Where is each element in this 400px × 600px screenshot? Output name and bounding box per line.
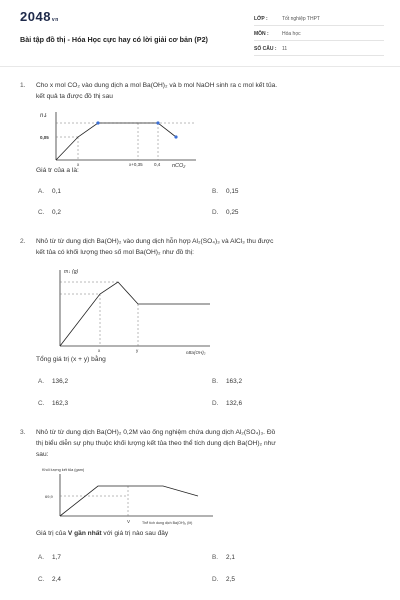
x-tick-label: y: [136, 348, 139, 353]
x-tick-label: x+0,35: [129, 162, 143, 167]
answer-option-c[interactable]: C. 162,3: [38, 400, 68, 407]
meta-question-count: SỐ CÂU : 11: [254, 43, 384, 56]
question-stem: Cho x mol CO₂ vào dung dịch a mol Ba(OH)₂ và b mol NaOH sinh ra c mol kết tủa. kết quả ta được đồ thị sau: [36, 82, 278, 100]
header-divider: [0, 66, 400, 67]
y-tick-label: 69,9: [45, 494, 53, 499]
answer-option-d[interactable]: D. 0,25: [212, 209, 239, 216]
x-tick-label: x: [98, 348, 101, 353]
y-axis-label: Khối lượng kết tủa (gam): [42, 468, 85, 472]
x-tick-label: V: [127, 519, 131, 524]
x-axis-label: nBa(OH)₂: [186, 350, 206, 355]
y-axis-label: m↓ (g): [64, 269, 79, 275]
answer-option-b[interactable]: B. 163,2: [212, 378, 242, 385]
x-axis-label: Thể tích dung dịch Ba(OH)₂ (lít): [142, 521, 193, 525]
question-2-graph: [38, 264, 218, 356]
document-title: Bài tập đồ thị - Hóa Học cực hay có lời giải cơ bản (P2): [20, 35, 208, 44]
answer-option-b[interactable]: B. 0,15: [212, 188, 239, 195]
x-tick-label: 0,4: [154, 162, 161, 167]
y-axis-label: nↆ: [40, 113, 47, 119]
question-number: 1.: [20, 82, 26, 89]
document-header: [0, 0, 400, 62]
question-prompt: Tổng giá trị (x + y) bằng: [36, 356, 106, 363]
answer-option-d[interactable]: D. 2,5: [212, 576, 235, 583]
data-point: [174, 135, 177, 138]
question-stem: Nhỏ từ từ dung dịch Ba(OH)₂ vào dung dịch hỗn hợp Al₂(SO₄)₃ và AlCl₃ thu được kết tủa có khối lượng theo số mol Ba(OH)₂ như đồ thị:: [36, 238, 274, 256]
meta-class: LỚP : Tốt nghiệp THPT: [254, 13, 384, 26]
answer-option-b[interactable]: B. 2,1: [212, 554, 235, 561]
question-number: 2.: [20, 238, 26, 245]
meta-subject: MÔN : Hóa học: [254, 28, 384, 41]
data-point: [96, 121, 99, 124]
answer-option-d[interactable]: D. 132,6: [212, 400, 242, 407]
question-prompt: Giá trị của V gần nhất với giá trị nào sau đây: [36, 530, 169, 537]
y-tick-label: 0,05: [40, 135, 49, 140]
answer-option-a[interactable]: A. 0,1: [38, 188, 61, 195]
question-1-graph: [38, 106, 208, 168]
x-tick-label: x: [77, 162, 80, 167]
answer-option-c[interactable]: C. 2,4: [38, 576, 61, 583]
series-line: [60, 486, 198, 516]
x-axis-label: nCO₂: [172, 163, 186, 168]
question-prompt: Giá tr của a là:: [36, 167, 79, 174]
data-point: [156, 121, 159, 124]
answer-option-a[interactable]: A. 1,7: [38, 554, 61, 561]
answer-option-a[interactable]: A. 136,2: [38, 378, 68, 385]
series-line: [60, 282, 210, 346]
site-logo[interactable]: 2048vn: [20, 9, 59, 24]
answer-option-c[interactable]: C. 0,2: [38, 209, 61, 216]
question-stem: Nhỏ từ từ dung dịch Ba(OH)₂ 0,2M vào ống nghiệm chứa dung dịch Al₂(SO₄)₃. Đồ thị biểu diễn sự phụ thuộc khối lượng kết tủa theo thể tích dung dịch Ba(OH)₂ như sau:: [36, 429, 276, 458]
question-3-graph: [38, 464, 218, 526]
question-number: 3.: [20, 429, 26, 436]
